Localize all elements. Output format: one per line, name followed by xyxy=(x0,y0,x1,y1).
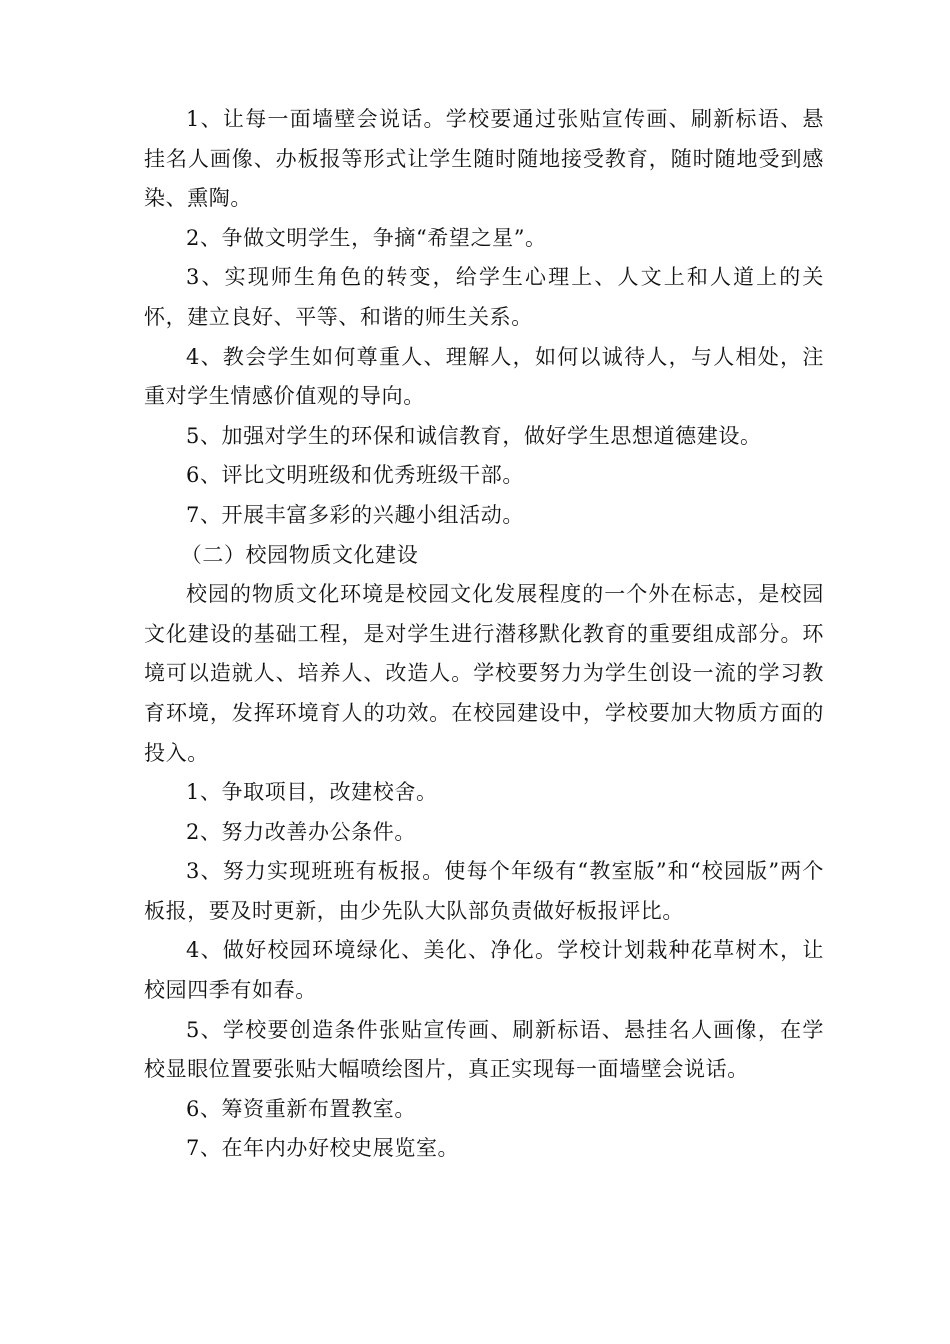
list-item-posters: 5、学校要创造条件张贴宣传画、刷新标语、悬挂名人画像，在学校显眼位置要张贴大幅喷绘图片，真正实现每一面墙壁会说话。 xyxy=(144,1017,824,1082)
list-item-role-change: 3、实现师生角色的转变，给学生心理上、人文上和人道上的关怀，建立良好、平等、和谐的师生关系。 xyxy=(144,265,824,329)
list-item-wall-talk: 1、让每一面墙壁会说话。学校要通过张贴宣传画、刷新标语、悬挂名人画像、办板报等形式让学生随时随地接受教育，随时随地受到感染、熏陶。 xyxy=(144,107,824,211)
list-item-blackboard: 3、努力实现班班有板报。使每个年级有“教室版”和“校园版”两个板报，要及时更新，由少先队大队部负责做好板报评比。 xyxy=(144,859,824,923)
list-item-class-evaluation: 6、评比文明班级和优秀班级干部。 xyxy=(186,463,524,488)
list-item-history-exhibit: 7、在年内办好校史展览室。 xyxy=(186,1136,460,1161)
section-heading-material-culture: （二）校园物质文化建设 xyxy=(180,542,419,567)
section-intro-paragraph: 校园的物质文化环境是校园文化发展程度的一个外在标志，是校园文化建设的基础工程，是对学生进行潜移默化教育的重要组成部分。环境可以造就人、培养人、改造人。学校要努力为学生创设一流的学习教育环境，发挥环境育人的功效。在校园建设中，学校要加大物质方面的投入。 xyxy=(144,582,824,765)
list-item-environment-integrity: 5、加强对学生的环保和诚信教育，做好学生思想道德建设。 xyxy=(186,423,762,448)
document-page xyxy=(144,100,824,1169)
list-item-respect: 4、教会学生如何尊重人、理解人，如何以诚待人，与人相处，注重对学生情感价值观的导向。 xyxy=(144,344,824,409)
list-item-interest-groups: 7、开展丰富多彩的兴趣小组活动。 xyxy=(186,502,524,527)
list-item-office-conditions: 2、努力改善办公条件。 xyxy=(186,819,416,844)
list-item-civilized-student: 2、争做文明学生，争摘“希望之星”。 xyxy=(186,225,547,250)
list-item-classroom-layout: 6、筹资重新布置教室。 xyxy=(186,1096,416,1121)
list-item-greening: 4、做好校园环境绿化、美化、净化。学校计划栽种花草树木，让校园四季有如春。 xyxy=(144,938,824,1003)
list-item-rebuild: 1、争取项目，改建校舍。 xyxy=(186,780,438,805)
